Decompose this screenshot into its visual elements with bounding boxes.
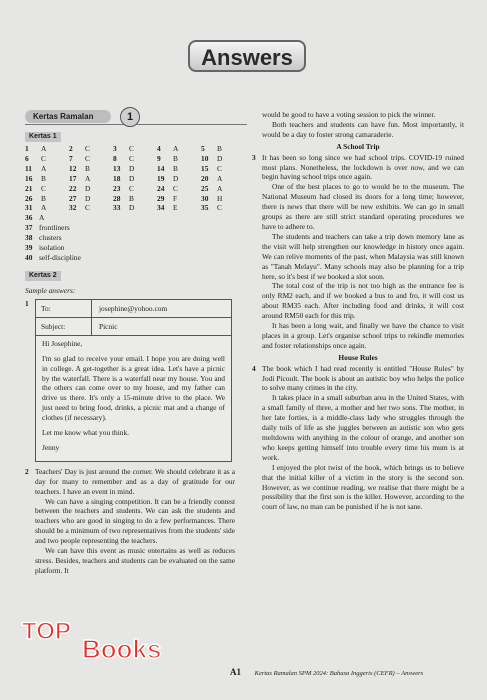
answer-letter: A — [217, 173, 223, 183]
section-header — [25, 110, 247, 125]
answer-number: 12 — [69, 163, 77, 173]
answer-letter: C — [217, 163, 222, 173]
answer-letter: B — [41, 173, 46, 183]
heading-school-trip: A School Trip — [336, 141, 380, 151]
answer-cell — [69, 164, 113, 174]
question-number: 2 — [25, 466, 29, 476]
section-number: 1 — [120, 107, 140, 127]
answer-number: 25 — [201, 183, 209, 193]
answer-number: 5 — [201, 144, 205, 153]
question-number: 1 — [25, 298, 29, 308]
answer-cell — [157, 194, 201, 204]
answer-number: 31 — [25, 203, 33, 213]
answer-cell — [113, 164, 157, 174]
answer-text: isolation — [39, 243, 65, 253]
answer-paragraph: The book which I had read recently is entitled "House Rules" by Jodi Picoult. The book is about an autistic boy who helps the police to solve many crimes in the city. — [262, 363, 464, 393]
answer-paragraph: would be good to have a voting session to pick the winner. — [262, 110, 436, 119]
answer-letter: D — [173, 173, 179, 183]
answer-cell — [201, 164, 245, 174]
answer-number: 30 — [201, 193, 209, 203]
answer-cell — [113, 174, 157, 184]
answer-cell — [201, 174, 245, 184]
question-4 — [252, 364, 464, 513]
answer-paragraph: I enjoyed the plot twist of the book, which brings us to believe that the initial killer of a victim in the story is the second son. However, as we continue reading, we realise that there might be a possibility that the first son is the killer. However, according to the court of law, no man can be punished if he is not sane. — [262, 462, 464, 512]
answer-letter: C — [41, 183, 46, 193]
answer-number: 20 — [201, 173, 209, 183]
answer-number: 19 — [157, 173, 165, 183]
answer-number: 16 — [25, 173, 33, 183]
kertas2-label: Kertas 2 — [25, 271, 61, 281]
question-3 — [252, 153, 464, 351]
answer-number: 2 — [69, 144, 73, 153]
answer-number: 18 — [113, 173, 121, 183]
answer-paragraph: We can have a singing competition. It can be a friendly contest between the teachers and students. We can ask the students and teachers who are good in singing to do a few performances. There should be a minimum of two representatives from the students' side and two people representing the teachers. — [35, 496, 235, 546]
answer-row — [25, 223, 247, 233]
answer-number: 22 — [69, 183, 77, 193]
answer-cell — [69, 144, 113, 154]
email-subject-label: Subject: — [36, 318, 92, 335]
answer-row — [25, 253, 247, 263]
email-box — [35, 299, 232, 462]
sample-answers-label: Sample answers: — [25, 285, 76, 295]
email-signature: Jenny — [42, 442, 60, 452]
answer-number: 39 — [25, 243, 33, 253]
watermark-top-text: TOP — [22, 618, 71, 645]
question-number: 4 — [252, 363, 256, 373]
answer-paragraph: We can have this event as music entertains as well as reduces stress. Besides, teachers and students can be evaluated on the same platform. It — [35, 546, 235, 575]
answer-letter: A — [217, 183, 223, 193]
answer-number: 29 — [157, 193, 165, 203]
answer-letter: C — [129, 144, 134, 153]
answer-number: 36 — [25, 213, 33, 223]
answer-cell — [25, 144, 69, 154]
page-footer — [230, 667, 470, 677]
email-greeting: Hi Josephine, — [42, 338, 83, 348]
topbooks-watermark-logo — [22, 612, 162, 672]
answer-paragraph: One of the best places to go to would be to the museum. The National Museum had closed its doors for a long time; however, there is news that there will be new exhibits. We can go in small groups as there are still strict standard operating procedures we have to adhere to. — [262, 182, 464, 231]
answer-cell — [69, 174, 113, 184]
answer-cell — [157, 144, 201, 154]
answer-number: 37 — [25, 223, 33, 233]
kertas1-answer-grid — [25, 144, 247, 213]
answer-text — [262, 153, 464, 351]
answer-number: 10 — [201, 153, 209, 163]
answer-cell — [69, 203, 113, 213]
answer-number: 24 — [157, 183, 165, 193]
answer-cell — [113, 144, 157, 154]
answer-paragraph: It takes place in a small suburban area in the United States, with a small family of three, a mother and her two sons. The mother, in her late forties, is a middle-class lady who struggles through the daily toils of life as she juggles between an autistic son who gets meltdowns with anything in the colour of orange, and another son who keeps getting himself into trouble every time his mum is at work. — [262, 393, 464, 462]
email-subject-value: Picnic — [99, 321, 118, 331]
answer-number: 28 — [113, 193, 121, 203]
answer-cell — [69, 194, 113, 204]
answer-letter: A — [41, 203, 47, 213]
answer-number: 3 — [113, 144, 117, 153]
answer-letter: B — [173, 163, 178, 173]
answer-cell — [25, 194, 69, 204]
answer-number: 27 — [69, 193, 77, 203]
answer-letter: A — [41, 163, 47, 173]
answer-letter: C — [129, 153, 134, 163]
answer-text: frontliners — [39, 223, 70, 233]
answer-cell — [113, 154, 157, 164]
answer-letter: C — [173, 183, 178, 193]
answer-paragraph: The total cost of the trip is not too high as the entrance fee is only RM2 each, and if we booked a bus to and fro, it will cost us about RM35 each. After including food and drinks, it will cost around RM50 each for this trip. — [262, 281, 464, 321]
answer-cell — [201, 194, 245, 204]
answer-number: 4 — [157, 144, 161, 153]
answer-paragraph: Both teachers and students can have fun. Most importantly, it would be a day to foster strong camaraderie. — [262, 119, 464, 139]
answer-number: 38 — [25, 233, 33, 243]
answer-number: 7 — [69, 153, 73, 163]
answer-letter: D — [85, 183, 91, 193]
answer-cell — [201, 203, 245, 213]
answer-letter: D — [129, 173, 135, 183]
answer-letter: F — [173, 193, 178, 203]
answer-cell — [25, 164, 69, 174]
watermark-books-text: Books — [82, 634, 162, 664]
email-to-value: josephine@yohoo.com — [99, 303, 168, 313]
answer-letter: C — [85, 203, 90, 213]
answer-number: 23 — [113, 183, 121, 193]
answer-number: 15 — [201, 163, 209, 173]
answer-letter: B — [173, 153, 178, 163]
right-column — [252, 110, 464, 512]
answer-letter: C — [129, 183, 134, 193]
answer-text: self-discipline — [39, 252, 81, 262]
email-subject-row — [36, 318, 231, 336]
answer-number: 6 — [25, 153, 29, 163]
email-to-row — [36, 300, 231, 318]
answer-number: 1 — [25, 144, 29, 153]
answer-text — [262, 364, 464, 513]
answer-letter: C — [85, 153, 90, 163]
answer-letter: C — [217, 203, 222, 213]
answer-paragraph: It has been so long since we had school trips. COVID-19 ruined most plans. Nonetheless, the lockdown is over now, and we can begin having school trips once again. — [262, 152, 464, 182]
answer-number: 11 — [25, 163, 32, 173]
answer-cell — [113, 184, 157, 194]
answer-number: 8 — [113, 153, 117, 163]
question-2 — [25, 467, 247, 576]
answer-cell — [69, 154, 113, 164]
answer-row — [25, 213, 247, 223]
answer-text: clusters — [39, 233, 62, 243]
answer-cell — [157, 164, 201, 174]
answer-text: A — [39, 213, 45, 223]
answer-letter: A — [85, 173, 91, 183]
answer-letter: B — [85, 163, 90, 173]
answer-cell — [157, 203, 201, 213]
answer-cell — [25, 184, 69, 194]
answer-cell — [157, 184, 201, 194]
answer-row — [25, 243, 247, 253]
answer-text — [35, 467, 235, 576]
answer-number: 21 — [25, 183, 33, 193]
answer-paragraph: Teachers' Day is just around the corner. We should celebrate it as a day for many to remember and as a day of gratitude for our teachers. I have an event in mind. — [35, 466, 235, 496]
answer-letter: D — [85, 193, 91, 203]
email-body — [36, 336, 231, 461]
answer-number: 14 — [157, 163, 165, 173]
answer-cell — [201, 154, 245, 164]
answer-letter: A — [173, 144, 179, 153]
answer-cell — [157, 174, 201, 184]
answer-cell — [201, 144, 245, 154]
answer-cell — [25, 174, 69, 184]
answer-cell — [201, 184, 245, 194]
answer-letter: H — [217, 193, 223, 203]
answer-number: 34 — [157, 203, 165, 213]
answer-number: 9 — [157, 153, 161, 163]
answer-number: 17 — [69, 173, 77, 183]
email-paragraph: I'm so glad to receive your email. I hope you are doing well in college. A get-together is a great idea. Let's have a picnic by the waterfall. There is a waterfall near my house. You and the others can come over to my house, and my father can drive us there. It's only a 15-minute drive to the place. We just need to bring food, drinks, a picnic mat and a change of clothes (if necessary). — [42, 353, 225, 423]
question-number: 3 — [252, 152, 256, 162]
answer-letter: D — [129, 163, 135, 173]
answer-cell — [25, 203, 69, 213]
answer-letter: E — [173, 203, 178, 213]
page-number: A1 — [230, 667, 241, 677]
answers-title: Answers — [188, 40, 306, 72]
answer-number: 13 — [113, 163, 121, 173]
answer-letter: B — [129, 193, 134, 203]
answer-paragraph: The students and teachers can take a trip down memory lane as the visit will help strengthen our knowledge in history once again. We can relive moments of the past, when Malaysia was still known as "Tanah Melayu". Many schools may also be planning for a trip here, so it's best if we booked a slot soon. — [262, 231, 464, 281]
answer-letter: B — [217, 144, 222, 153]
heading-house-rules: House Rules — [338, 352, 378, 362]
answer-letter: A — [41, 144, 47, 153]
answer-cell — [113, 203, 157, 213]
email-to-label: To: — [36, 300, 92, 317]
kertas1-label: Kertas 1 — [25, 132, 61, 142]
section-label: Kertas Ramalan — [25, 110, 111, 123]
left-column — [25, 110, 247, 576]
answer-paragraph: It has been a long wait, and finally we have the chance to visit places in a group. Let's organise school trips to rekindle memories and foster relationships once again. — [262, 321, 464, 350]
answer-letter: D — [129, 203, 135, 213]
answer-cell — [157, 154, 201, 164]
answer-number: 33 — [113, 203, 121, 213]
kertas1-extra-answers — [25, 213, 247, 263]
answer-cell — [69, 184, 113, 194]
question-1 — [25, 299, 247, 462]
answer-cell — [25, 154, 69, 164]
answer-letter: C — [41, 153, 46, 163]
answer-row — [25, 233, 247, 243]
footer-text: Kertas Ramalan SPM 2024: Bahasa Inggeris (CEFR) – Answers — [254, 670, 424, 677]
answer-cell — [113, 194, 157, 204]
answer-number: 35 — [201, 203, 209, 213]
answer-letter: D — [217, 153, 223, 163]
answer-letter: C — [85, 144, 90, 153]
answer-number: 32 — [69, 203, 77, 213]
answer-number: 40 — [25, 252, 33, 262]
answer-letter: B — [41, 193, 46, 203]
answer-number: 26 — [25, 193, 33, 203]
email-paragraph: Let me know what you think. — [42, 428, 130, 438]
